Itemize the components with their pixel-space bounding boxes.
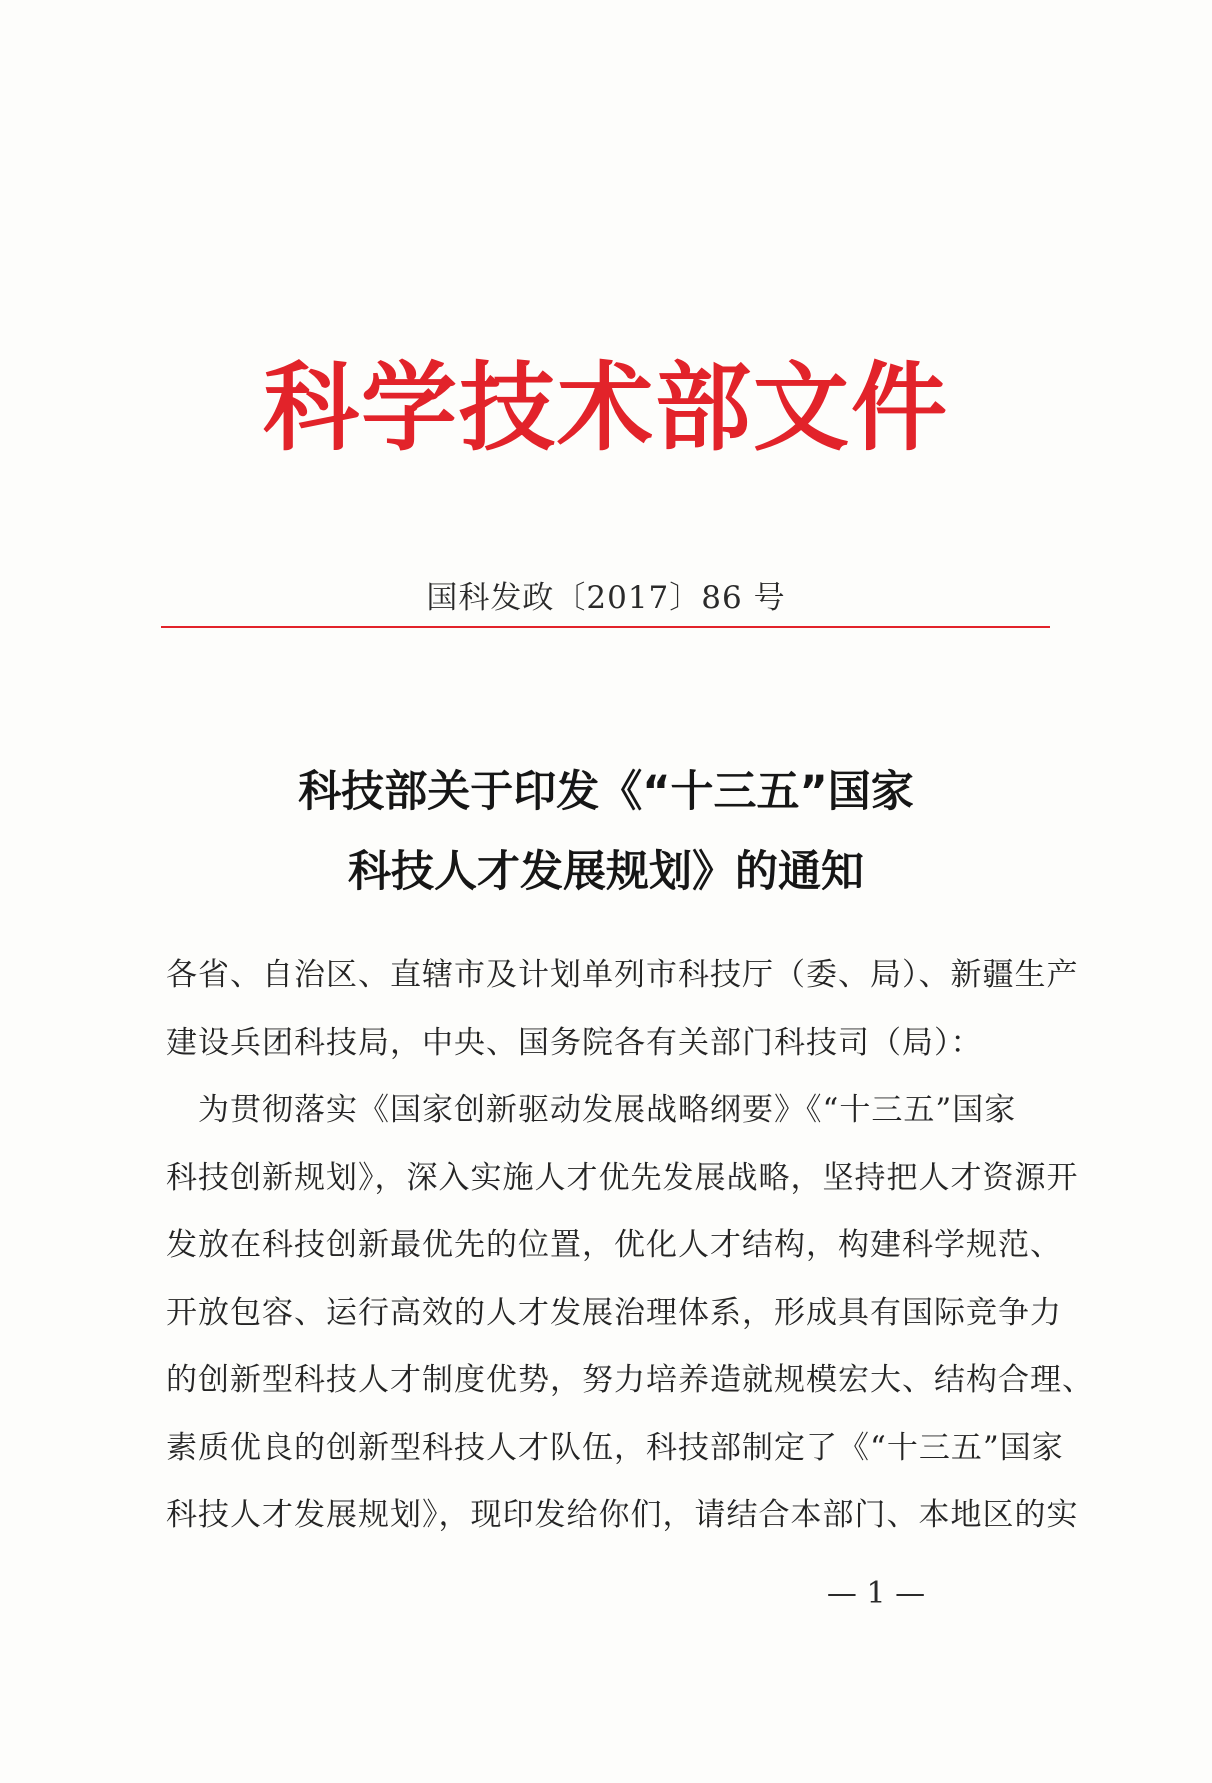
- body-line: 素质优良的创新型科技人才队伍，科技部制定了《“十三五”国家: [166, 1429, 1064, 1466]
- body-line: 开放包容、运行高效的人才发展治理体系，形成具有国际竞争力: [166, 1294, 1062, 1331]
- title-line-1: 科技部关于印发《“十三五”国家: [298, 767, 914, 817]
- title-line-2: 科技人才发展规划》的通知: [348, 847, 864, 897]
- document-body: [166, 942, 1094, 1550]
- body-line: 建设兵团科技局，中央、国务院各有关部门科技司（局）：: [166, 1024, 983, 1061]
- document-masthead: 科学技术部文件: [263, 352, 949, 464]
- body-line: 各省、自治区、直辖市及计划单列市科技厅（委、局）、新疆生产: [166, 957, 1079, 993]
- document-title: [0, 752, 1212, 912]
- document-number: 国科发政〔2017〕86 号: [426, 580, 786, 616]
- body-line: 发放在科技创新最优先的位置，优化人才结构，构建科学规范、: [166, 1227, 1062, 1263]
- red-divider-line: [161, 626, 1050, 628]
- body-line: 科技人才发展规划》，现印发给你们，请结合本部门、本地区的实: [166, 1497, 1079, 1533]
- body-line: 为贯彻落实《国家创新驱动发展战略纲要》《“十三五”国家: [166, 1092, 1017, 1128]
- page-number: — 1 —: [826, 1576, 926, 1611]
- body-line: 的创新型科技人才制度优势，努力培养造就规模宏大、结构合理、: [166, 1362, 1094, 1398]
- body-line: 科技创新规划》，深入实施人才优先发展战略，坚持把人才资源开: [166, 1159, 1079, 1196]
